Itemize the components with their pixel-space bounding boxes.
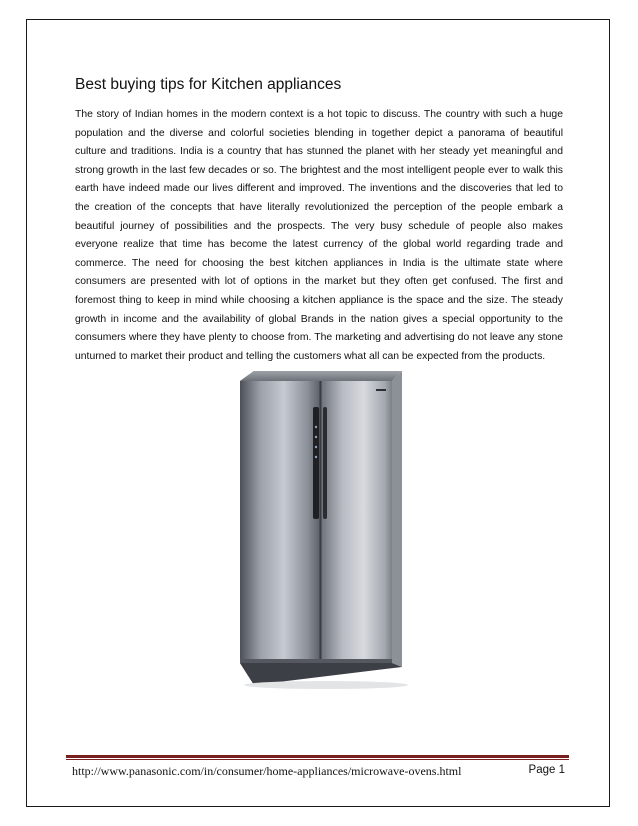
page-number: Page 1 [528,764,565,776]
refrigerator-image [226,367,416,691]
body-paragraph: The story of Indian homes in the modern context is a hot topic to discuss. The country with such a huge population and the diverse and colorful societies blending in together depict a panorama of beautiful culture and traditions. India is a country that has stunned the planet with her steady yet meaningful and strong growth in the last few decades or so. The brightest and the most intelligent people ever to walk this earth have indeed made our lives different and improved. The inventions and the discoveries that led to the creation of the concepts that have literally revolutionized the perception of the people embark a beautiful journey of possibilities and the prospects. The very busy schedule of people also makes everyone realize that time has become the latest currency of the global world regarding trade and commerce. The need for choosing the best kitchen appliances in India is the ultimate state where consumers are presented with lot of options in the market but they often get confused. The first and foremost thing to keep in mind while choosing a kitchen appliance is the space and the size. The steady growth in income and the availability of global Brands in the nation gives a special opportunity to the consumers where they have plenty to choose from. The marketing and advertising do not leave any stone unturned to market their product and telling the customers what all can be expected from the products. [75,109,563,362]
footer-rule [66,755,569,760]
document-title: Best buying tips for Kitchen appliances [75,76,342,93]
footer-source-link[interactable]: http://www.panasonic.com/in/consumer/home-appliances/microwave-ovens.html [72,764,462,778]
